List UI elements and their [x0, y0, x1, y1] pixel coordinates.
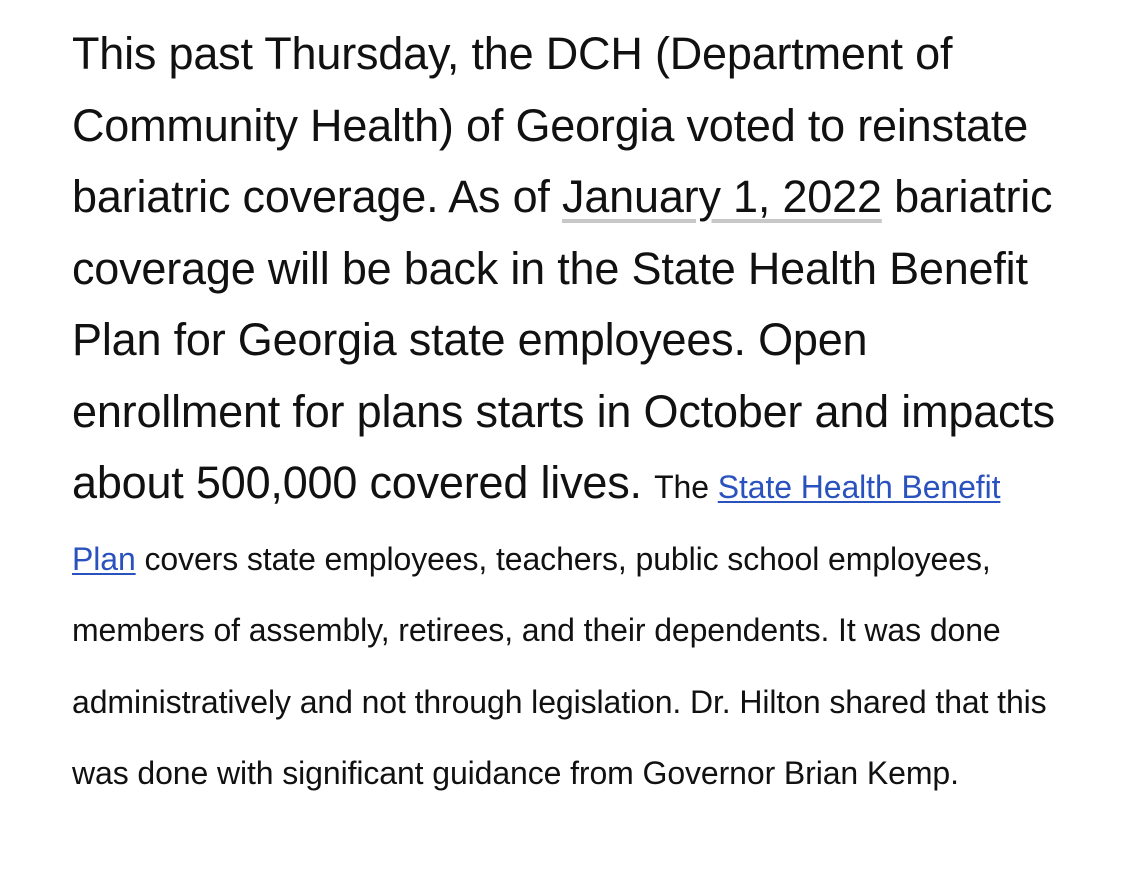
paragraph-text-coverage: bariatric coverage will be back in the State Health Benefit Plan for Georgia state employees. Open enrollment for plans starts in October and impacts about 500,000 covered lives.: [72, 171, 1055, 508]
paragraph-text-the: The: [654, 469, 718, 505]
paragraph-text-details: covers state employees, teachers, public school employees, members of assembly, retirees, and their dependents. It was done administratively and not through legislation. Dr. Hilton shared that this was done with significant guidance from Governor Brian Kemp.: [72, 540, 1047, 791]
article-body: [72, 18, 1072, 805]
article-paragraph: [72, 18, 1072, 805]
date-link[interactable]: January 1, 2022: [562, 171, 882, 222]
state-health-benefit-plan-link[interactable]: State Health Benefit Plan: [72, 469, 1001, 577]
paragraph-text-intro: This past Thursday, the DCH (Department of Community Health) of Georgia voted to reinstate bariatric coverage. As of: [72, 28, 1029, 222]
